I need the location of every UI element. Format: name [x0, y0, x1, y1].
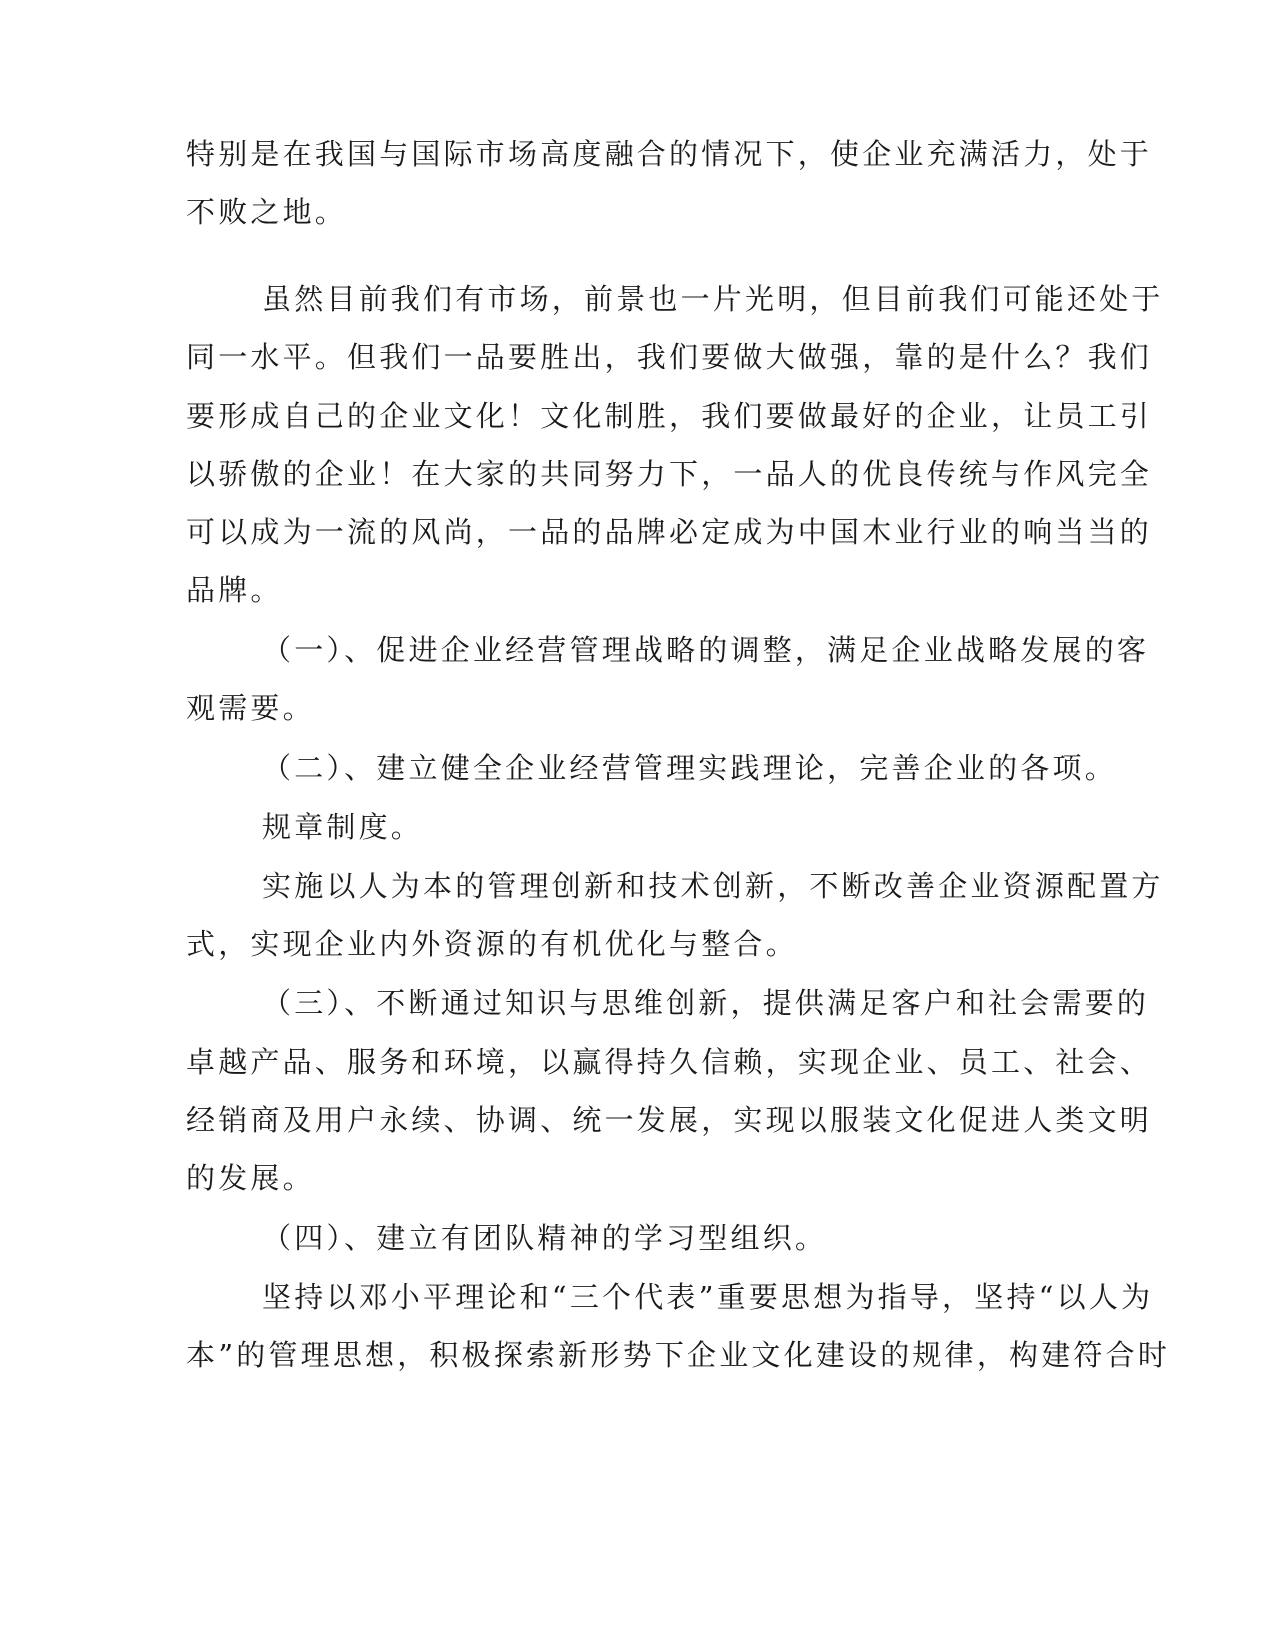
text-line: 本”的管理思想，积极探索新形势下企业文化建设的规律，构建符合时: [186, 1338, 1171, 1372]
section-heading-3: （三）、不断通过知识与思维创新，提供满足客户和社会需要的: [262, 986, 1150, 1020]
text-line: 以骄傲的企业！在大家的共同努力下，一品人的优良传统与作风完全: [186, 457, 1153, 491]
text-line: 同一水平。但我们一品要胜出，我们要做大做强，靠的是什么？我们: [186, 340, 1153, 374]
text-line: 可以成为一流的风尚，一品的品牌必定成为中国木业行业的响当当的: [186, 515, 1153, 549]
paragraph-first-line: 虽然目前我们有市场，前景也一片光明，但目前我们可能还处于: [262, 282, 1164, 316]
text-line: 不败之地。: [186, 195, 348, 229]
paragraph-first-line: 实施以人为本的管理创新和技术创新，不断改善企业资源配置方: [262, 869, 1164, 903]
text-line: 经销商及用户永续、协调、统一发展，实现以服装文化促进人类文明: [186, 1103, 1153, 1137]
text-line: 的发展。: [186, 1161, 315, 1195]
text-line: 式，实现企业内外资源的有机优化与整合。: [186, 927, 798, 961]
section-heading-4: （四）、建立有团队精神的学习型组织。: [262, 1221, 828, 1255]
paragraph-first-line: 坚持以邓小平理论和“三个代表”重要思想为指导，坚持“以人为: [262, 1280, 1154, 1314]
text-line: 要形成自己的企业文化！文化制胜，我们要做最好的企业，让员工引: [186, 399, 1153, 433]
text-line: 观需要。: [186, 691, 315, 725]
text-line: 特别是在我国与国际市场高度融合的情况下，使企业充满活力，处于: [186, 137, 1153, 171]
text-line: 卓越产品、服务和环境，以赢得持久信赖，实现企业、员工、社会、: [186, 1045, 1153, 1079]
text-line: 品牌。: [186, 573, 283, 607]
paragraph-first-line: 规章制度。: [262, 810, 424, 844]
section-heading-1: （一）、促进企业经营管理战略的调整，满足企业战略发展的客: [262, 633, 1150, 667]
section-heading-2: （二）、建立健全企业经营管理实践理论，完善企业的各项。: [262, 751, 1117, 785]
